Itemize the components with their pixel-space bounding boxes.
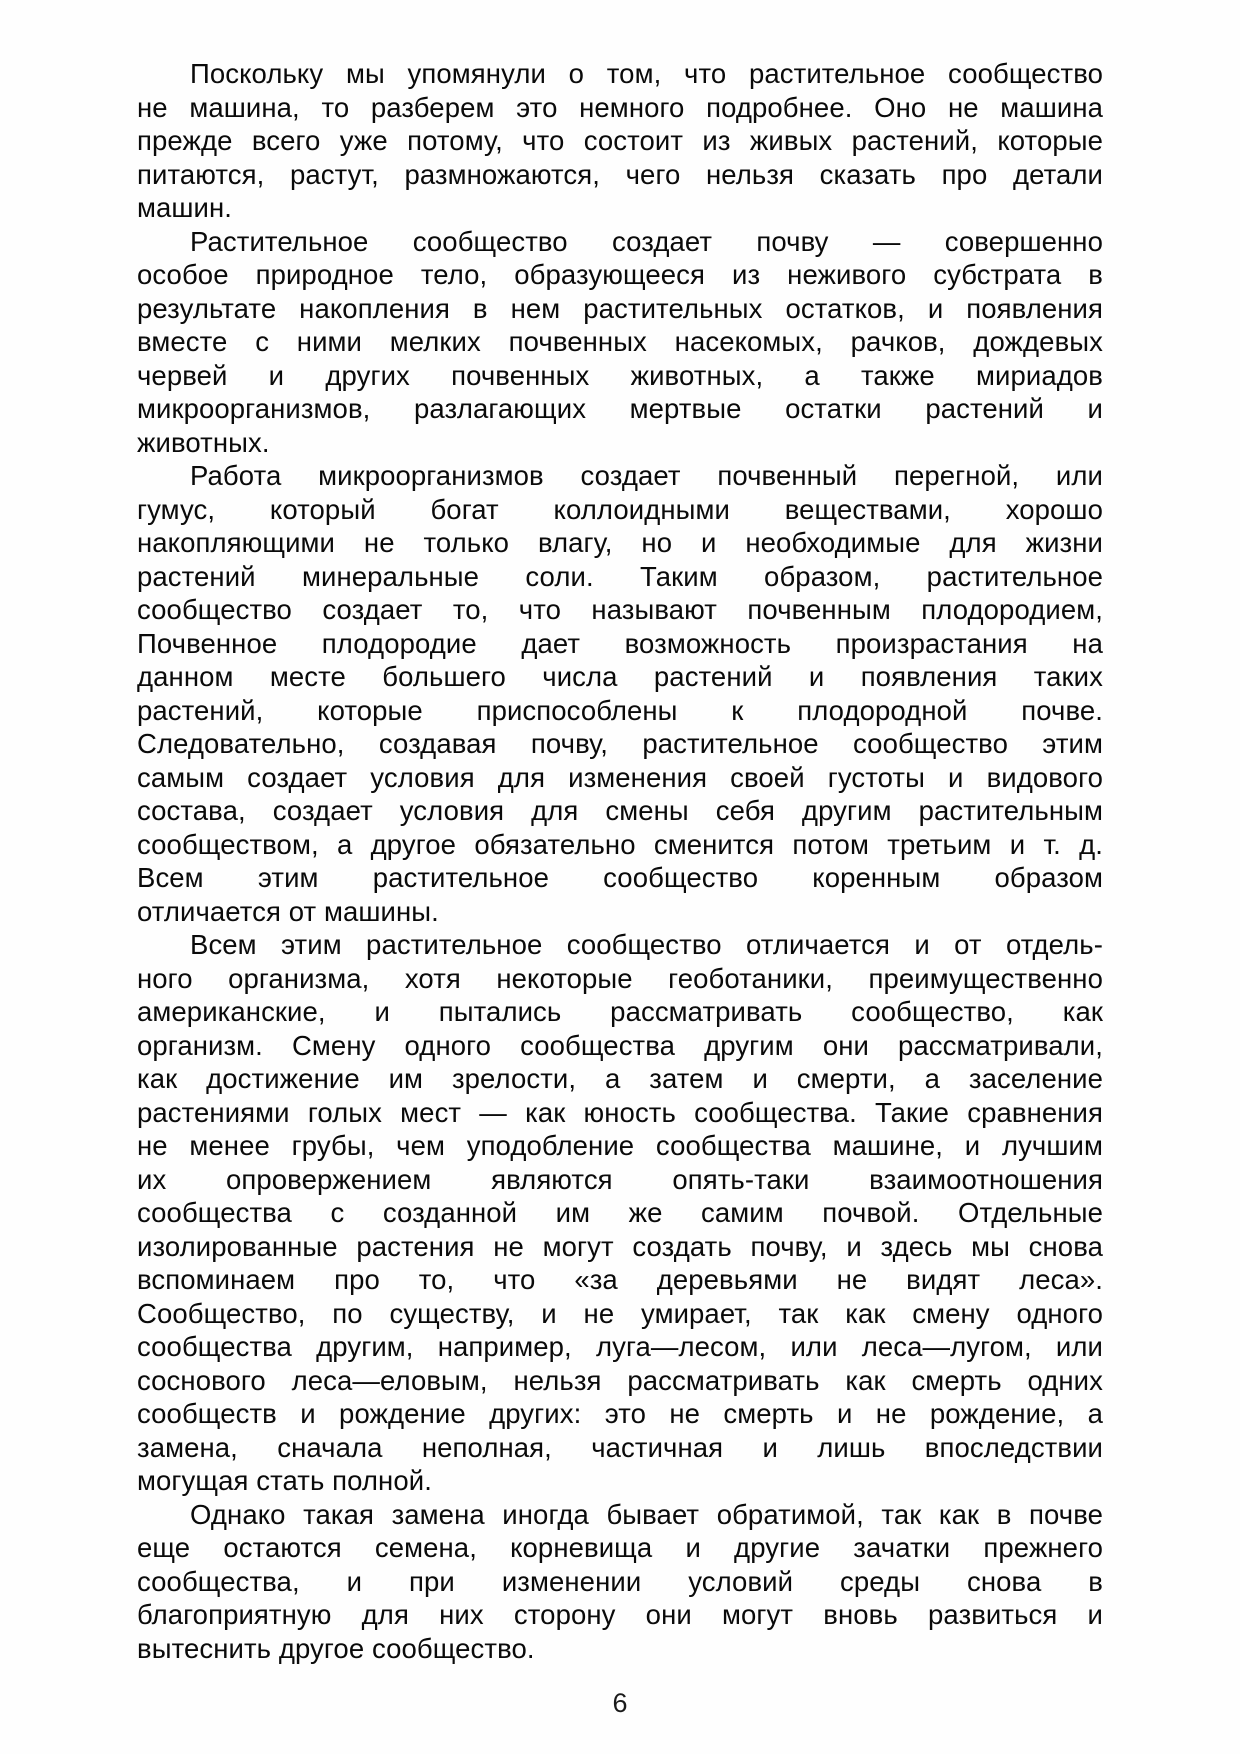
text-line: их опровержением являются опять-таки взаимоотношения xyxy=(137,1163,1103,1195)
text-line: Растительное сообщество создает почву — совершенно xyxy=(190,225,1103,257)
text-line: машин. xyxy=(137,192,233,223)
text-line: результате накопления в нем растительных остатков, и появления xyxy=(137,292,1103,324)
text-line: самым создает условия для изменения своей густоты и видового xyxy=(137,761,1103,793)
text-line: растениями голых мест — как юность сообщества. Такие сравнения xyxy=(137,1096,1103,1128)
text-line: могущая стать полной. xyxy=(137,1465,432,1496)
text-line: изолированные растения не могут создать почву, и здесь мы снова xyxy=(137,1230,1103,1262)
text-line: вместе с ними мелких почвенных насекомых, рачков, дождевых xyxy=(137,326,1103,357)
text-line: гумус, который богат коллоидными веществами, хорошо xyxy=(137,493,1103,525)
text-line: сообщества, и при изменении условий среды снова в xyxy=(137,1565,1103,1597)
text-line: как достижение им зрелости, а затем и смерти, а заселение xyxy=(137,1063,1103,1094)
text-line: данном месте большего числа растений и появления таких xyxy=(137,661,1103,692)
text-line: замена, сначала неполная, частичная и лишь впоследствии xyxy=(137,1431,1103,1463)
text-line: Сообщество, по существу, и не умирает, так как смену одного xyxy=(137,1297,1103,1329)
text-line: Следовательно, создавая почву, растительное сообщество этим xyxy=(137,728,1103,759)
text-line: Однако такая замена иногда бывает обратимой, так как в почве xyxy=(190,1498,1103,1530)
text-line: сообщества другим, например, луга—лесом, или леса—лугом, или xyxy=(137,1331,1103,1362)
text-line: Работа микроорганизмов создает почвенный перегной, или xyxy=(190,460,1103,491)
text-line: не машина, то разберем это немного подробнее. Оно не машина xyxy=(137,91,1103,123)
text-line: сообществ и рождение других: это не смерть и не рождение, а xyxy=(137,1398,1103,1429)
text-line: микроорганизмов, разлагающих мертвые остатки растений и xyxy=(137,393,1103,424)
text-line: Всем этим растительное сообщество отличается и от отдель- xyxy=(190,929,1103,960)
text-line: особое природное тело, образующееся из неживого субстрата в xyxy=(137,259,1103,290)
text-line: накопляющими не только влагу, но и необходимые для жизни xyxy=(137,527,1103,558)
text-line: Поскольку мы упомянули о том, что растительное сообщество xyxy=(190,58,1103,89)
paragraph xyxy=(137,928,1103,1498)
text-line: сообществом, а другое обязательно сменится потом третьим и т. д. xyxy=(137,828,1103,860)
text-line: ного организма, хотя некоторые геоботаники, преимущественно xyxy=(137,962,1103,994)
text-line: сообщество создает то, что называют почвенным плодородием, xyxy=(137,594,1103,625)
paragraph xyxy=(137,57,1103,225)
text-line: животных. xyxy=(137,426,270,458)
text-line: организм. Смену одного сообщества другим они рассматривали, xyxy=(137,1029,1103,1061)
text-line: Всем этим растительное сообщество коренным образом xyxy=(137,862,1103,893)
text-line: растений, которые приспособлены к плодородной почве. xyxy=(137,694,1103,726)
text-line: растений минеральные соли. Таким образом, растительное xyxy=(137,560,1103,592)
text-line: Почвенное плодородие дает возможность произрастания на xyxy=(137,627,1103,659)
paragraph xyxy=(137,459,1103,928)
text-line: сообщества с созданной им же самим почвой. Отдельные xyxy=(137,1197,1103,1228)
text-line: вспоминаем про то, что «за деревьями не видят леса». xyxy=(137,1264,1103,1295)
text-line: американские, и пытались рассматривать сообщество, как xyxy=(137,996,1103,1027)
text-line: не менее грубы, чем уподобление сообщества машине, и лучшим xyxy=(137,1130,1103,1161)
text-line: вытеснить другое сообщество. xyxy=(137,1632,535,1664)
text-line: прежде всего уже потому, что состоит из живых растений, которые xyxy=(137,125,1103,156)
text-line: червей и других почвенных животных, а также мириадов xyxy=(137,359,1103,391)
text-line: отличается от машины. xyxy=(137,895,439,927)
text-block xyxy=(137,57,1103,1665)
text-line: еще остаются семена, корневища и другие зачатки прежнего xyxy=(137,1532,1103,1563)
text-line: благоприятную для них сторону они могут вновь развиться и xyxy=(137,1599,1103,1630)
text-line: питаются, растут, размножаются, чего нельзя сказать про детали xyxy=(137,158,1103,190)
page-number: 6 xyxy=(612,1688,628,1718)
text-line: состава, создает условия для смены себя другим растительным xyxy=(137,795,1103,826)
paragraph xyxy=(137,1498,1103,1666)
paragraph xyxy=(137,225,1103,460)
text-line: соснового леса—еловым, нельзя рассматривать как смерть одних xyxy=(137,1364,1103,1396)
